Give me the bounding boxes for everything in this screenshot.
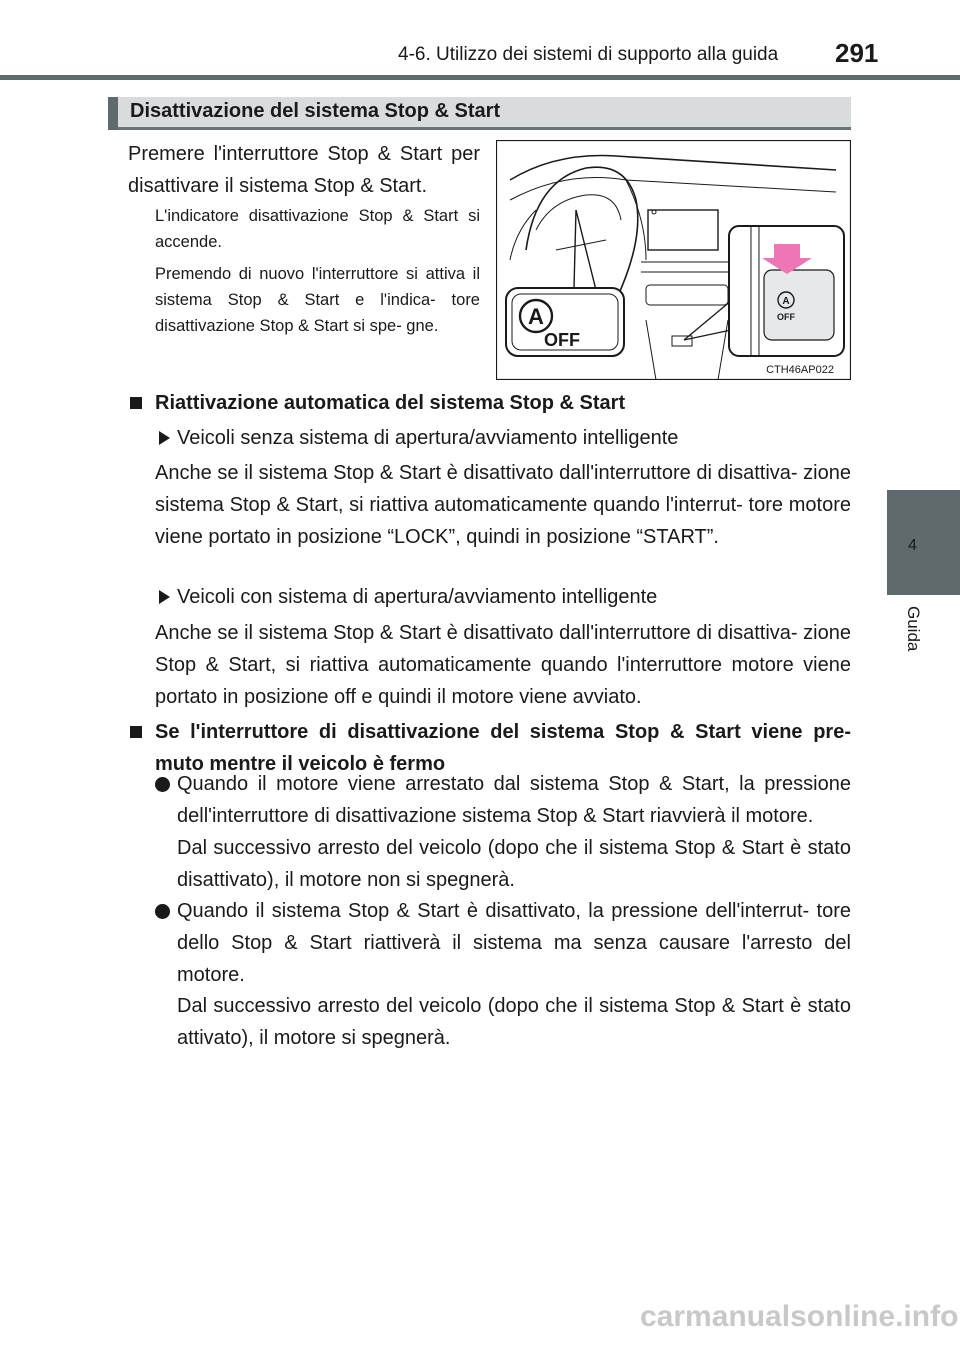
intro-note-indicator-on: L'indicatore disattivazione Stop & Start si accende.	[155, 207, 480, 251]
chapter-label: Guida	[904, 606, 923, 652]
case-marker-triangle	[159, 590, 170, 604]
page-number: 291	[835, 38, 879, 68]
intro-instruction: Premere l'interruttore Stop & Start per disattivare il sistema Stop & Start.	[128, 143, 480, 197]
case2-title: Veicoli con sistema di apertura/avviamento intelligente	[177, 586, 658, 608]
heading-marker-square	[130, 397, 142, 409]
bullet2-text: Quando il sistema Stop & Start è disattivato, la pressione dell'interrut- tore dello Stop & Start riattiverà il sistema ma senza causare l'arresto del motore.	[177, 900, 851, 986]
bullet2-continuation: Dal successivo arresto del veicolo (dopo che il sistema Stop & Start è stato attivato), il motore si spegnerà.	[177, 995, 851, 1049]
dashboard-figure	[496, 140, 851, 380]
inset-off-text: OFF	[777, 312, 795, 322]
header-rule	[0, 75, 960, 80]
section-title: Disattivazione del sistema Stop & Start	[130, 100, 501, 122]
bullet1-text: Quando il motore viene arrestato dal sistema Stop & Start, la pressione dell'interruttore di disattivazione sistema Stop & Start riavvierà il motore.	[177, 773, 851, 827]
case2-text: Anche se il sistema Stop & Start è disattivato dall'interruttore di disattiva- zione Stop & Start, si riattiva automaticamente quando l'interruttore motore viene portato in posizione off e quindi il motore viene avviato.	[155, 622, 851, 708]
case1-title: Veicoli senza sistema di apertura/avviamento intelligente	[177, 427, 679, 449]
heading-pressed-while-stopped: Se l'interruttore di disattivazione del sistema Stop & Start viene pre- muto mentre il veicolo è fermo	[155, 721, 851, 775]
bullet1-continuation: Dal successivo arresto del veicolo (dopo che il sistema Stop & Start è stato disattivato), il motore non si spegnerà.	[177, 837, 851, 891]
bullet-dot	[155, 777, 170, 792]
chapter-tab	[887, 490, 960, 595]
figure-code: CTH46AP022	[766, 364, 834, 376]
watermark: carmanualsonline.info	[640, 1300, 959, 1333]
inset-letter: A	[782, 296, 790, 307]
case-marker-triangle	[159, 431, 170, 445]
section-title-box	[108, 97, 851, 130]
callout-off-text: OFF	[544, 330, 580, 350]
callout-letter: A	[528, 304, 544, 329]
heading-marker-square	[130, 726, 142, 738]
case1-text: Anche se il sistema Stop & Start è disattivato dall'interruttore di disattiva- zione sistema Stop & Start, si riattiva automaticamente quando l'interrut- tore motore viene portato in posizione “LOCK”, quindi in posizione “START”.	[155, 462, 851, 548]
intro-note-press-again: Premendo di nuovo l'interruttore si attiva il sistema Stop & Start e l'indica- tore disattivazione Stop & Start si spe- gne.	[155, 265, 480, 335]
bullet-dot	[155, 904, 170, 919]
chapter-number: 4	[908, 537, 917, 554]
heading-auto-reactivation: Riattivazione automatica del sistema Stop & Start	[155, 392, 626, 414]
section-title-bar	[108, 97, 118, 130]
running-header: 4-6. Utilizzo dei sistemi di supporto alla guida	[398, 44, 779, 65]
